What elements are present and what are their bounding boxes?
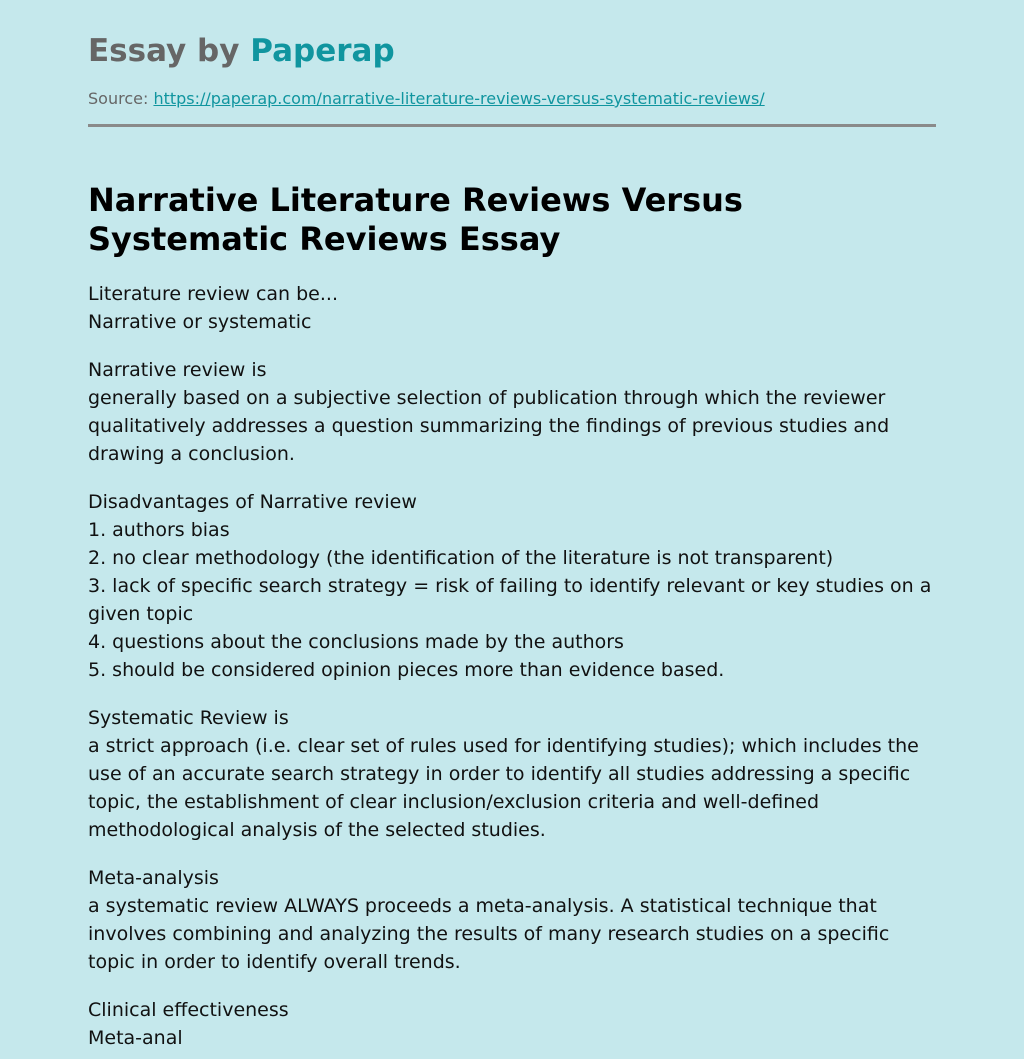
paragraph-heading: Narrative review is: [88, 359, 267, 381]
brand-accent: Paperap: [250, 33, 395, 69]
article-paragraph: [88, 488, 936, 684]
article-body: [88, 280, 936, 1052]
paragraph-line: a strict approach (i.e. clear set of rules used for identifying studies); which includes the use of an accurate search strategy in order to identify all studies addressing a specific topic, the establishment of clear inclusion/exclusion criteria and well-defined methodological analysis of the selected studies.: [88, 735, 919, 841]
article-paragraph: [88, 996, 936, 1052]
paragraph-heading: Meta-analysis: [88, 867, 219, 889]
article-paragraph: [88, 704, 936, 844]
paragraph-line: a systematic review ALWAYS proceeds a meta-analysis. A statistical technique that involves combining and analyzing the results of many research studies on a specific topic in order to identify overall trends.: [88, 895, 890, 973]
article-paragraph: [88, 280, 936, 336]
header-divider: [88, 124, 936, 127]
paragraph-line: 1. authors bias: [88, 519, 230, 541]
page-title: Narrative Literature Reviews Versus Systematic Reviews Essay: [88, 181, 743, 258]
paragraph-line: Narrative or systematic: [88, 311, 312, 333]
paragraph-heading: Clinical effectiveness: [88, 999, 289, 1021]
paragraph-line: 4. questions about the conclusions made by the authors: [88, 631, 624, 653]
essay-page: [88, 0, 936, 1052]
article-paragraph: [88, 356, 936, 468]
paragraph-line: Meta-anal: [88, 1027, 183, 1049]
paragraph-line: 2. no clear methodology (the identification of the literature is not transparent): [88, 547, 834, 569]
source-link[interactable]: https://paperap.com/narrative-literature-reviews-versus-systematic-reviews/: [153, 89, 765, 108]
brand-lead: Essay by: [88, 33, 251, 69]
paragraph-line: 3. lack of specific search strategy = risk of failing to identify relevant or key studies on a given topic: [88, 575, 932, 625]
paragraph-line: generally based on a subjective selection of publication through which the reviewer qualitatively addresses a question summarizing the findings of previous studies and drawing a conclusion.: [88, 387, 890, 465]
paragraph-heading: Systematic Review is: [88, 707, 289, 729]
source-label: Source:: [88, 89, 149, 108]
paragraph-heading: Disadvantages of Narrative review: [88, 491, 417, 513]
article-paragraph: [88, 864, 936, 976]
paragraph-heading: Literature review can be...: [88, 283, 338, 305]
site-brand: [88, 31, 936, 71]
paragraph-line: 5. should be considered opinion pieces more than evidence based.: [88, 659, 725, 681]
source-line: [88, 88, 936, 110]
